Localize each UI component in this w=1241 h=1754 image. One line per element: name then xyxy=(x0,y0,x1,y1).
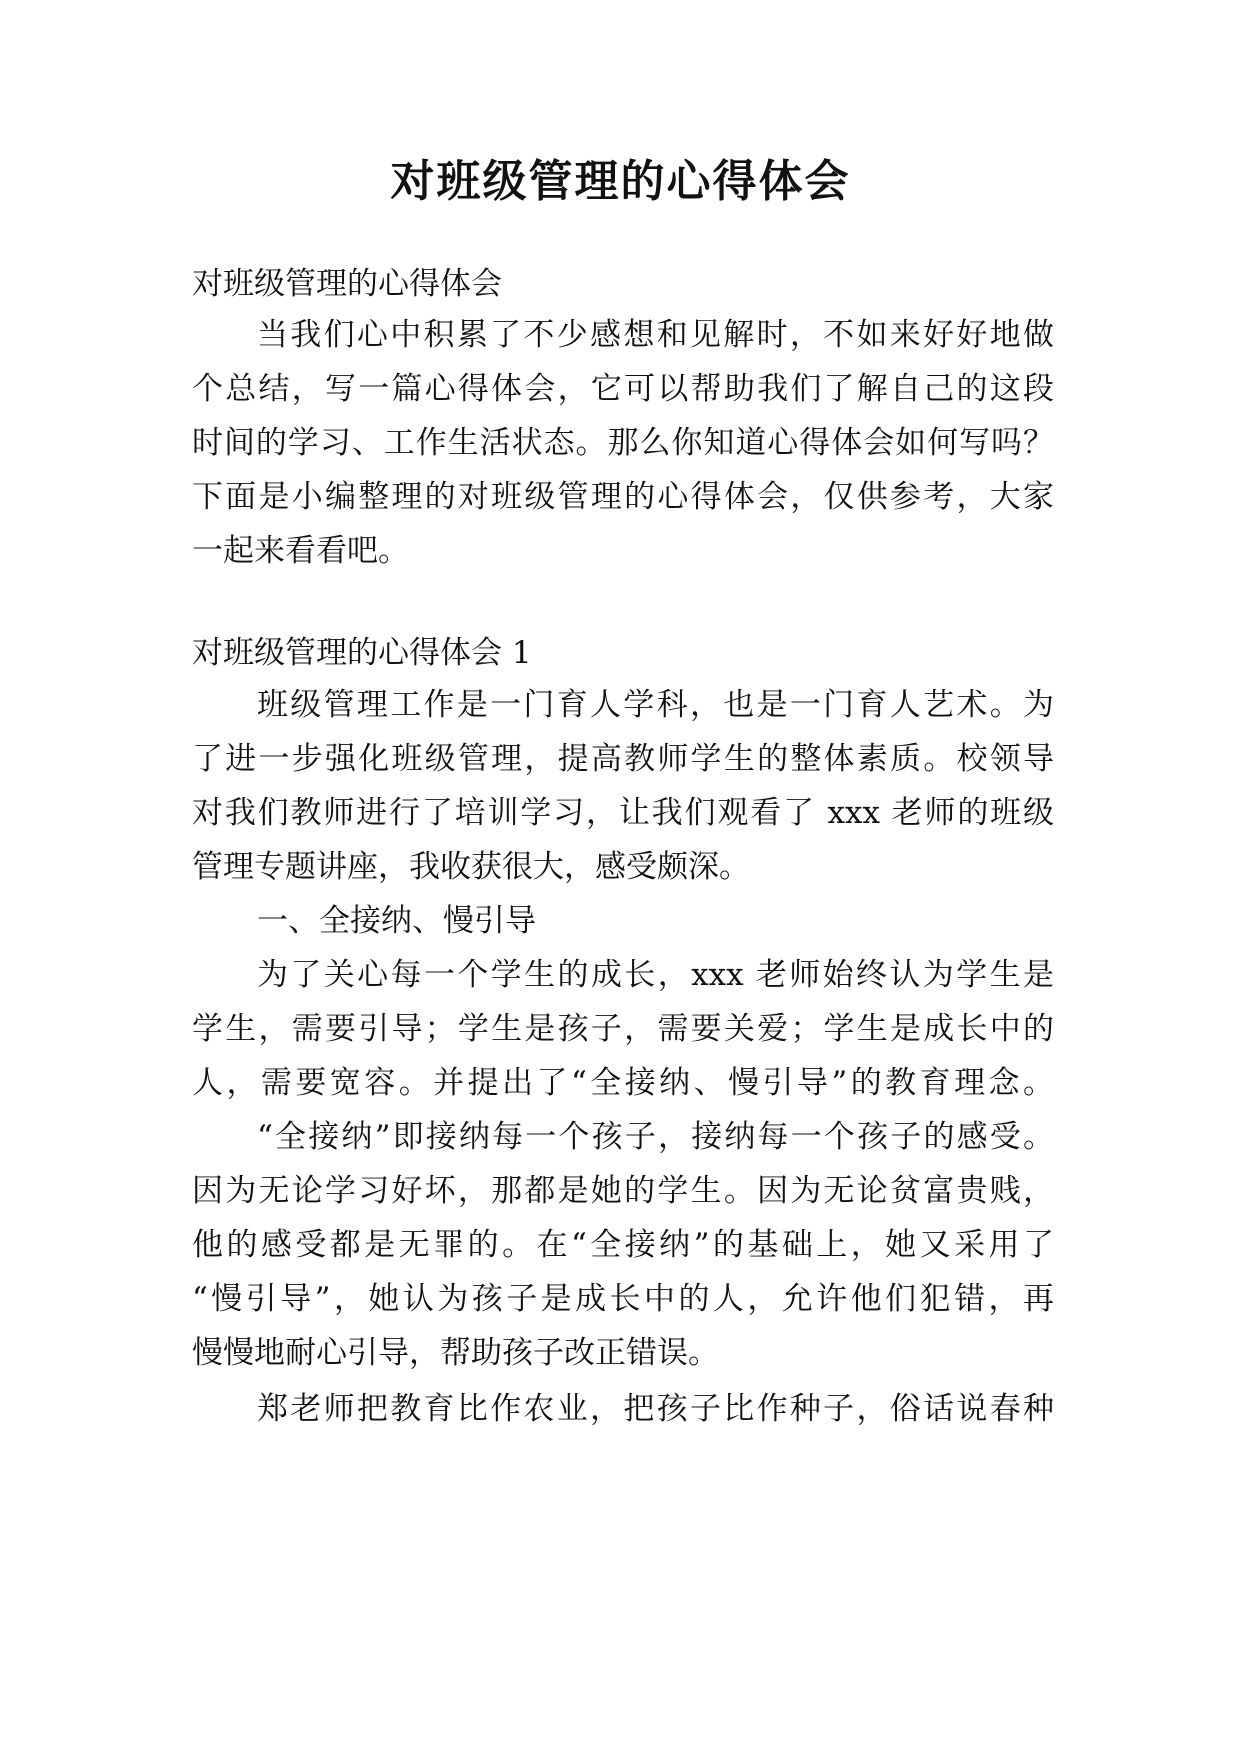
paragraph-line: 班级管理工作是一门育人学科，也是一门育人艺术。为 xyxy=(257,687,1054,723)
paragraph-line: 管理专题讲座，我收获很大，感受颇深。 xyxy=(192,849,750,885)
intro-line: 下面是小编整理的对班级管理的心得体会，仅供参考，大家 xyxy=(192,479,1054,515)
paragraph-line: “慢引导”，她认为孩子是成长中的人，允许他们犯错，再 xyxy=(192,1281,1054,1317)
intro-line: 个总结，写一篇心得体会，它可以帮助我们了解自己的这段 xyxy=(192,371,1054,407)
paragraph-line: “全接纳”即接纳每一个孩子，接纳每一个孩子的感受。 xyxy=(257,1119,1054,1155)
paragraph-line: 为了关心每一个学生的成长，xxx 老师始终认为学生是 xyxy=(257,957,1054,993)
paragraph-line: 人，需要宽容。并提出了“全接纳、慢引导”的教育理念。 xyxy=(192,1065,1054,1101)
paragraph-line: 慢慢地耐心引导，帮助孩子改正错误。 xyxy=(192,1335,719,1371)
paragraph-line: 郑老师把教育比作农业，把孩子比作种子，俗话说春种 xyxy=(257,1391,1054,1427)
paragraph-line: 对我们教师进行了培训学习，让我们观看了 xxx 老师的班级 xyxy=(192,795,1054,831)
intro-line: 时间的学习、工作生活状态。那么你知道心得体会如何写吗？ xyxy=(192,425,1054,461)
paragraph-line: 因为无论学习好坏，那都是她的学生。因为无论贫富贵贱， xyxy=(192,1173,1054,1209)
section-heading: 对班级管理的心得体会 1 xyxy=(192,635,532,671)
paragraph-line: 学生，需要引导；学生是孩子，需要关爱；学生是成长中的 xyxy=(192,1011,1054,1047)
intro-line: 当我们心中积累了不少感想和见解时，不如来好好地做 xyxy=(257,317,1054,353)
paragraph-line: 他的感受都是无罪的。在“全接纳”的基础上，她又采用了 xyxy=(192,1227,1054,1263)
document-subtitle: 对班级管理的心得体会 xyxy=(192,266,502,302)
intro-line: 一起来看看吧。 xyxy=(192,533,409,569)
paragraph-line: 了进一步强化班级管理，提高教师学生的整体素质。校领导 xyxy=(192,741,1054,777)
subheading: 一、全接纳、慢引导 xyxy=(257,903,536,939)
document-title: 对班级管理的心得体会 xyxy=(390,156,851,207)
